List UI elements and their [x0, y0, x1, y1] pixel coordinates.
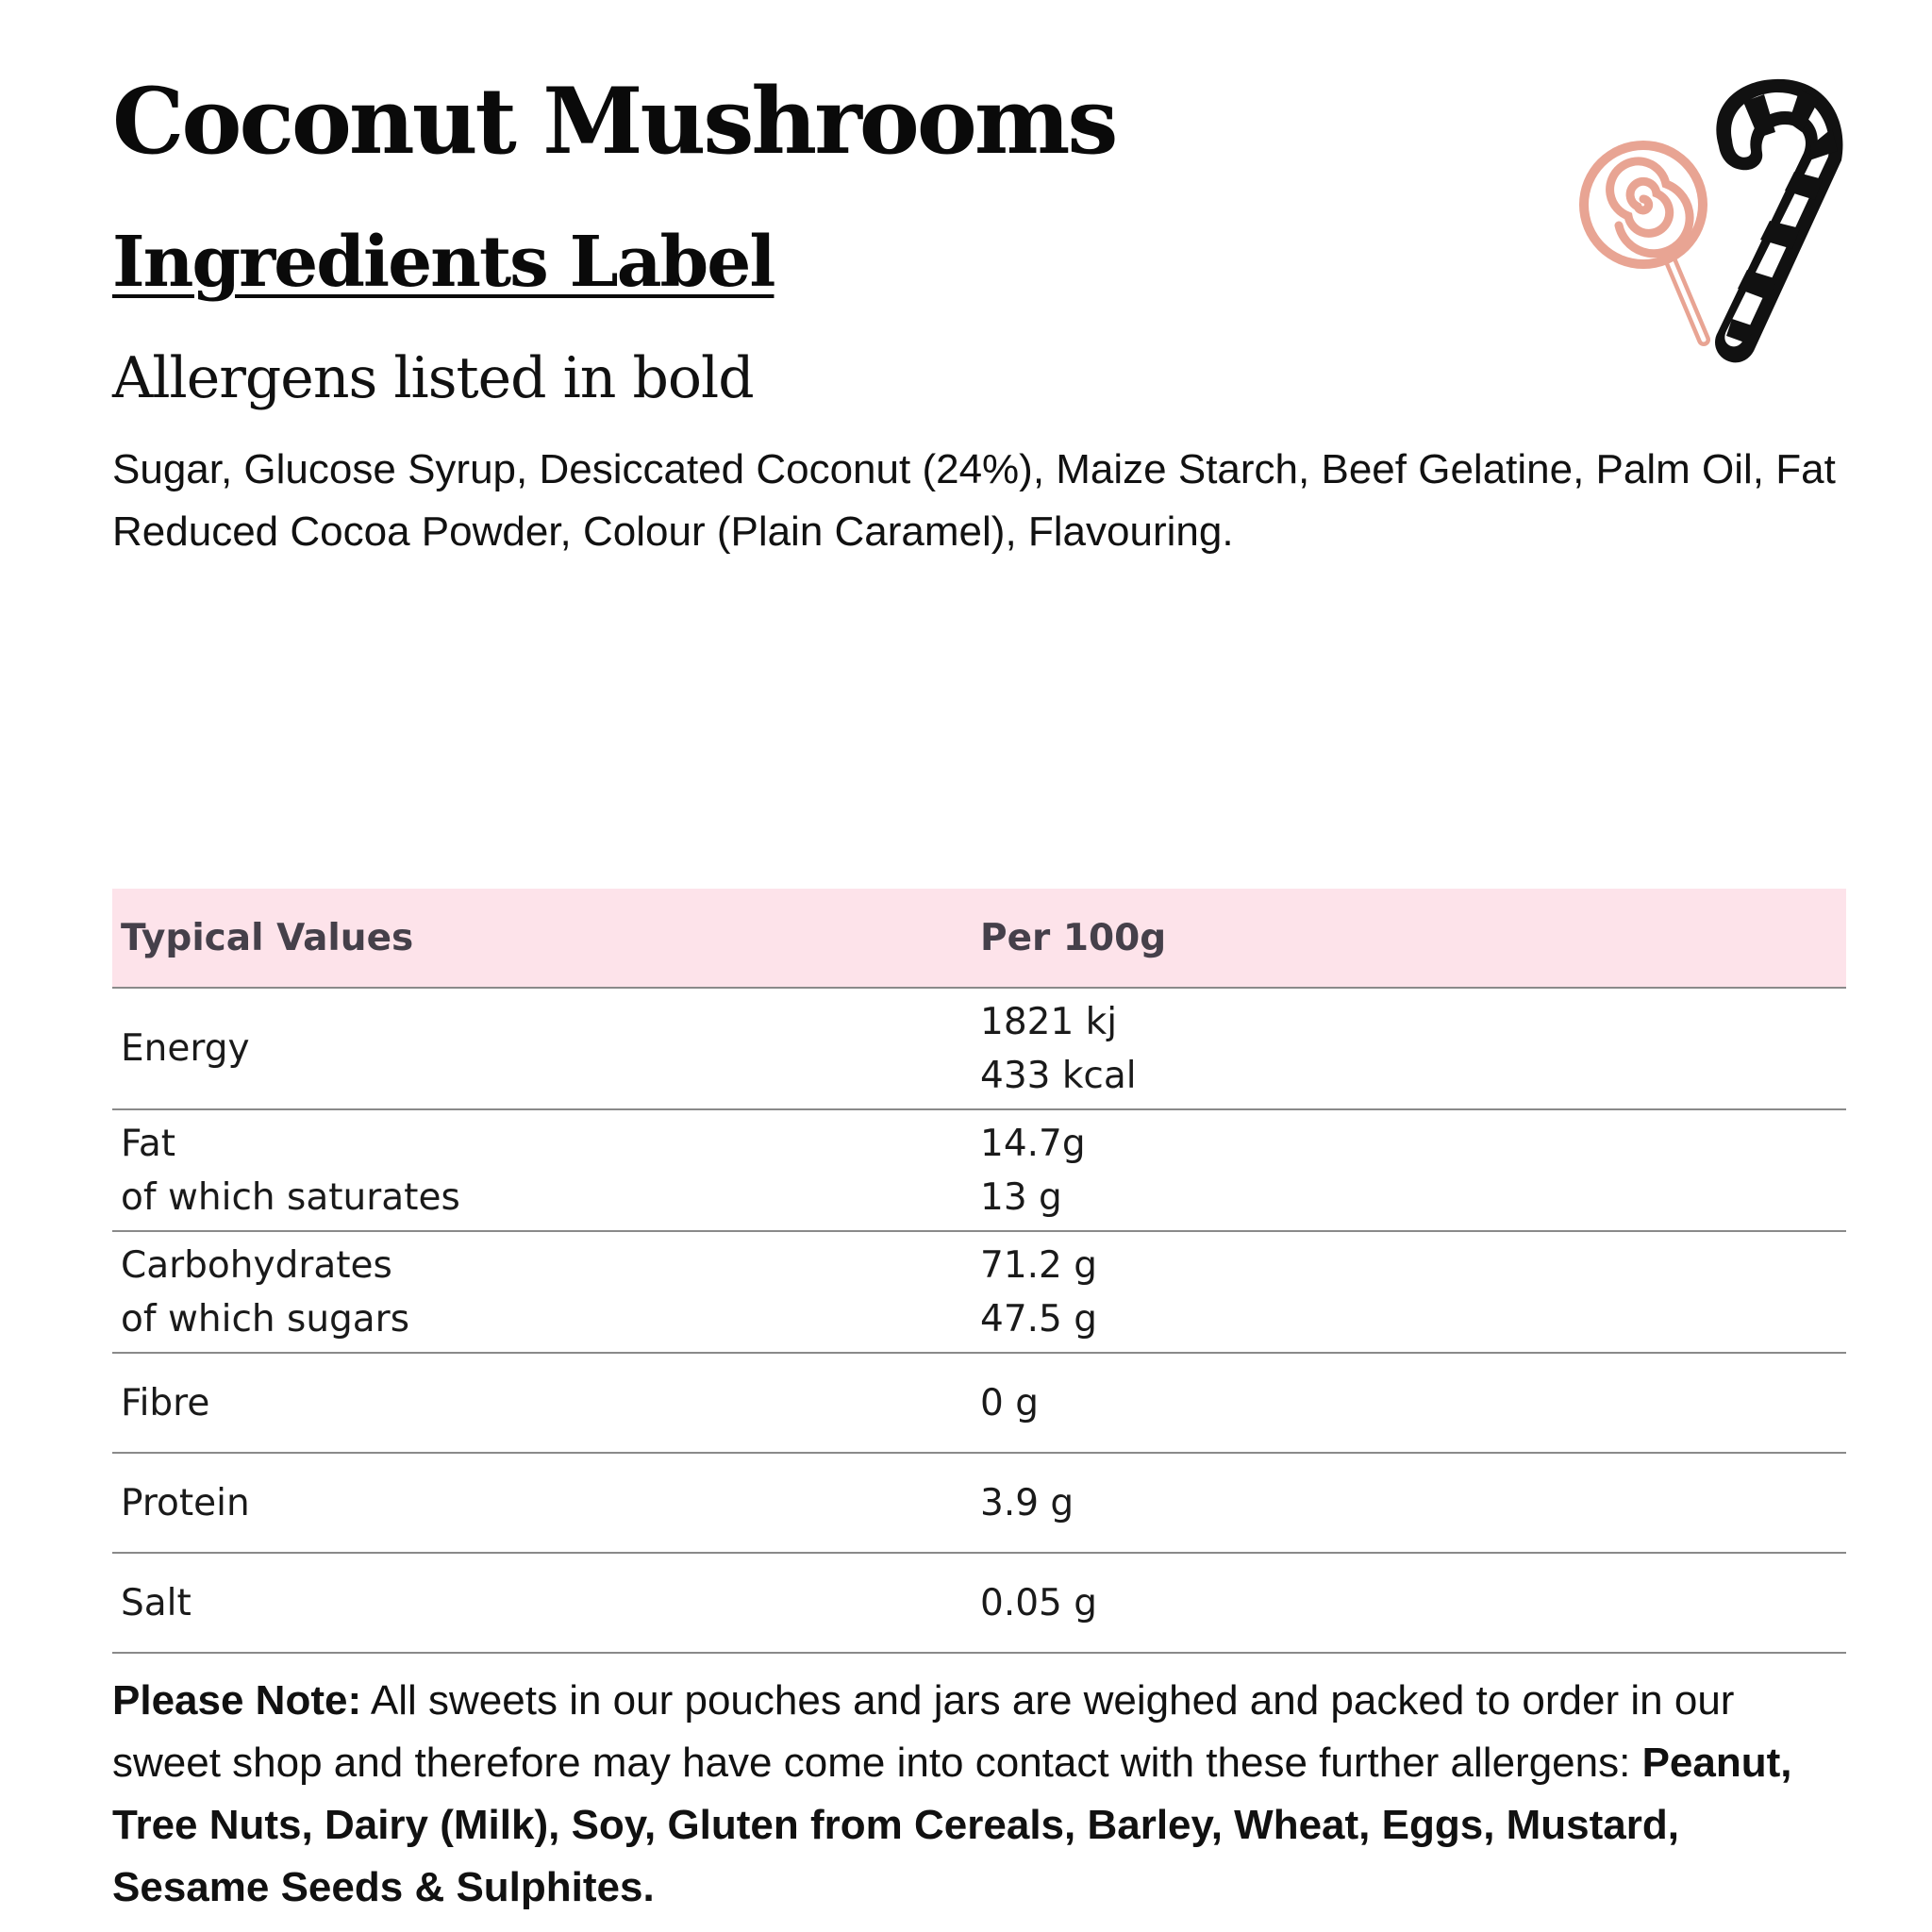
row-value: 14.7g — [980, 1122, 1086, 1165]
row-value: 433 kcal — [980, 1054, 1137, 1097]
row-value: 47.5 g — [980, 1297, 1097, 1341]
row-value: 3.9 g — [980, 1481, 1074, 1524]
table-row-salt — [112, 1554, 1846, 1654]
allergen-note: Allergens listed in bold — [112, 345, 754, 411]
further-allergens: Peanut, Tree Nuts, Dairy (Milk), Soy, Gluten from Cereals, Barley, Wheat, Eggs, Mustard, Sesame Seeds & Sulphites. — [112, 1740, 1792, 1910]
lollipop-icon — [1579, 141, 1707, 340]
page-title: Coconut Mushrooms — [112, 68, 1116, 175]
row-value: 1821 kj — [980, 1000, 1118, 1043]
nutrition-table — [112, 889, 1846, 1654]
table-row-fibre — [112, 1354, 1846, 1454]
please-note-lead: Please Note: — [112, 1677, 362, 1724]
row-value: 0 g — [980, 1381, 1039, 1424]
row-label: Fat — [121, 1122, 176, 1165]
table-header — [112, 889, 1846, 989]
row-label: Protein — [121, 1481, 250, 1524]
table-row-carbohydrates — [112, 1232, 1846, 1354]
table-row-fat — [112, 1110, 1846, 1232]
table-row-energy — [112, 989, 1846, 1110]
header-typical-values: Typical Values — [121, 916, 414, 959]
row-label: Carbohydrates — [121, 1243, 392, 1287]
ingredients-list: Sugar, Glucose Syrup, Desiccated Coconut (24%), Maize Starch, Beef Gelatine, Palm Oil, Fat Reduced Cocoa Powder, Colour (Plain Caramel), Flavouring. — [112, 446, 1836, 555]
table-row-protein — [112, 1454, 1846, 1554]
row-label: of which sugars — [121, 1297, 410, 1341]
label-subtitle: Ingredients Label — [112, 222, 774, 303]
row-label: Salt — [121, 1581, 192, 1624]
row-label: of which saturates — [121, 1175, 460, 1219]
candy-cane-icon — [1715, 79, 1842, 362]
row-value: 0.05 g — [980, 1581, 1097, 1624]
row-value: 13 g — [980, 1175, 1062, 1219]
please-note-text: All sweets in our pouches and jars are weighed and packed to order in our sweet shop and therefore may have come into contact with these further allergens: — [112, 1677, 1735, 1786]
header-per-100g: Per 100g — [980, 916, 1167, 959]
row-label: Energy — [121, 1027, 250, 1070]
row-label: Fibre — [121, 1381, 210, 1424]
row-value: 71.2 g — [980, 1243, 1097, 1287]
sweets-illustration — [1566, 66, 1877, 387]
please-note — [112, 1670, 1839, 1919]
